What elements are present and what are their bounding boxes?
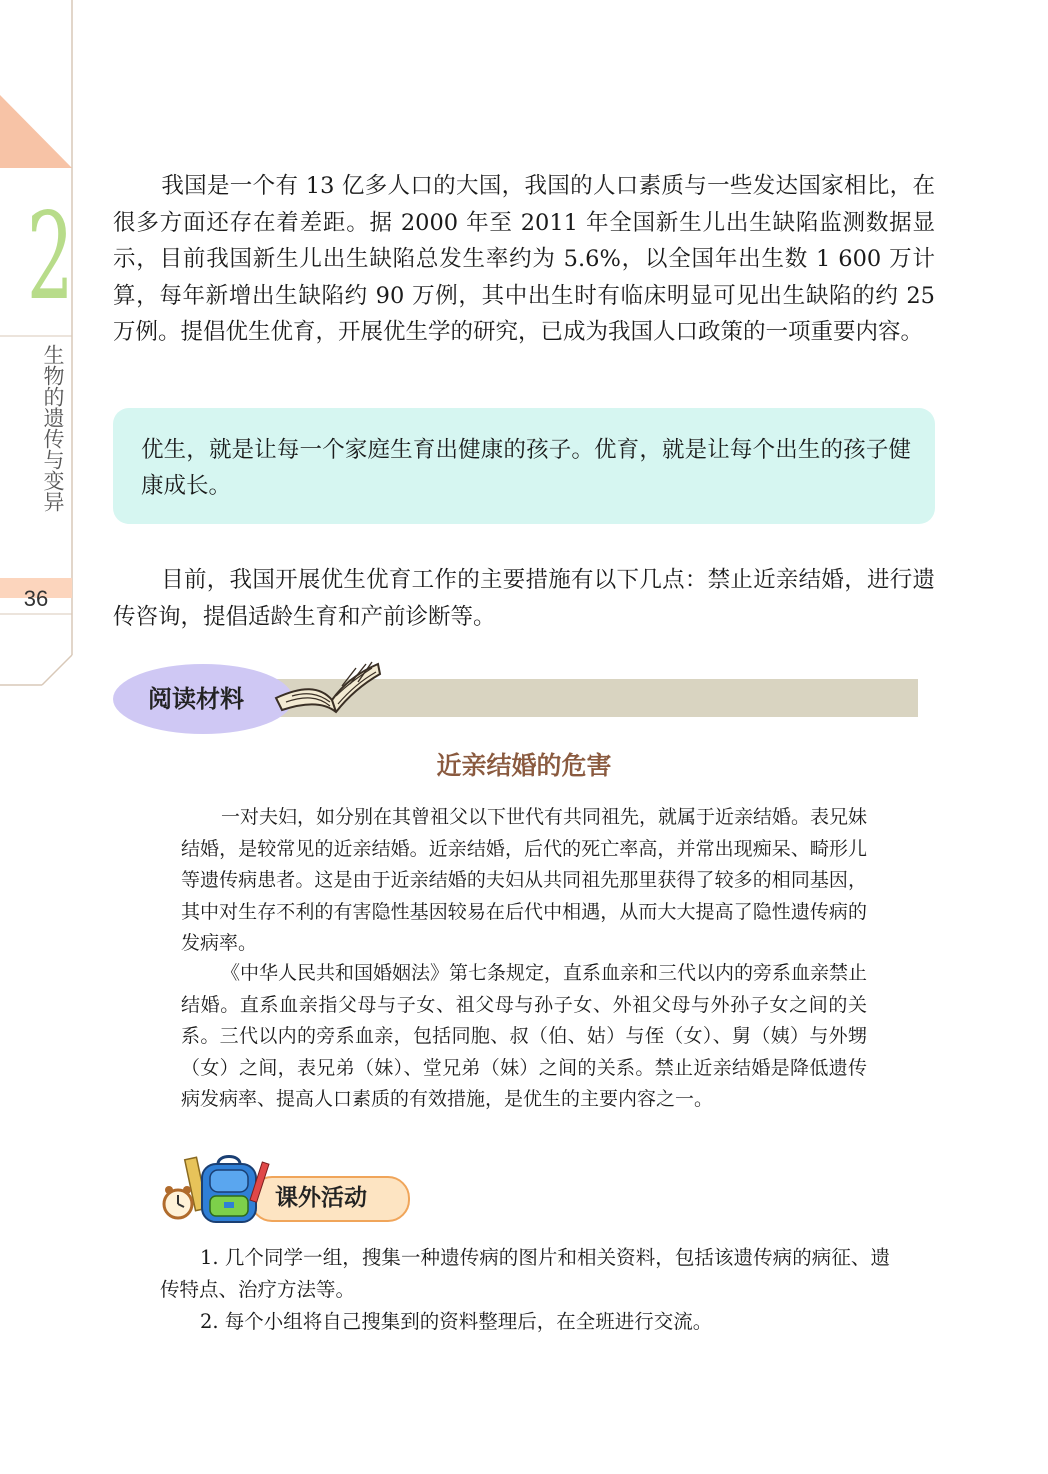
reading-paragraph-2 — [181, 958, 867, 1116]
activity-item-2 — [160, 1306, 890, 1338]
reading-paragraph-1-text: 一对夫妇，如分别在其曾祖父以下世代有共同祖先，就属于近亲结婚。表兄妹结婚，是较常见的近亲结婚。近亲结婚，后代的死亡率高，并常出现痴呆、畸形儿等遗传病患者。这是由于近亲结婚的夫妇从共同祖先那里获得了较多的相同基因，其中对生存不利的有害隐性基因较易在后代中相遇，从而大大提高了隐性遗传病的发病率。 — [181, 806, 868, 954]
chapter-side-tab — [0, 0, 76, 690]
chapter-title: 生物的遗传与变异 — [41, 344, 65, 512]
activity-icon-group — [160, 1152, 270, 1226]
chapter-number: 2 — [26, 188, 74, 327]
definition-text: 优生，就是让每一个家庭生育出健康的孩子。优育，就是让每个出生的孩子健康成长。 — [141, 437, 911, 499]
reading-paragraph-2-text: 《中华人民共和国婚姻法》第七条规定，直系血亲和三代以内的旁系血亲禁止结婚。直系血亲指父母与子女、祖父母与孙子女、外祖父母与外孙子女之间的关系。三代以内的旁系血亲，包括同胞、叔（伯、姑）与侄（女）、舅（姨）与外甥（女）之间，表兄弟（妹）、堂兄弟（妹）之间的关系。禁止近亲结婚是降低遗传病发病率、提高人口素质的有效措施，是优生的主要内容之一。 — [181, 962, 868, 1110]
page-number: 36 — [23, 586, 49, 611]
alarm-clock-icon — [164, 1186, 192, 1218]
definition-box — [113, 408, 935, 524]
activity-label: 课外活动 — [275, 1185, 367, 1211]
article-title: 近亲结婚的危害 — [436, 751, 612, 780]
backpack-icon — [202, 1157, 256, 1223]
definition-paragraph — [141, 432, 911, 504]
reading-label: 阅读材料 — [148, 685, 244, 713]
measures-paragraph — [113, 562, 935, 635]
activity-item-2-text: 2. 每个小组将自己搜集到的资料整理后，在全班进行交流。 — [200, 1310, 713, 1333]
intro-paragraph — [113, 168, 935, 351]
activity-item-1 — [160, 1242, 890, 1305]
reading-paragraph-1 — [181, 802, 867, 960]
chapter-triangle — [0, 95, 72, 168]
activity-item-1-text: 1. 几个同学一组，搜集一种遗传病的图片和相关资料，包括该遗传病的病征、遗传特点、治疗方法等。 — [160, 1246, 890, 1301]
open-book-icon — [272, 656, 384, 726]
intro-paragraph-text: 我国是一个有 13 亿多人口的大国，我国的人口素质与一些发达国家相比，在很多方面还存在着差距。据 2000 年至 2011 年全国新生儿出生缺陷监测数据显示，目前我国新生儿出生缺陷总发生率约为 5.6%，以全国年出生数 1 600 万计算，每年新增出生缺陷约 90 万例，其中出生时有临床明显可见出生缺陷的约 25 万例。提倡优生优育，开展优生学的研究，已成为我国人口政策的一项重要内容。 — [113, 173, 935, 345]
measures-paragraph-text: 目前，我国开展优生优育工作的主要措施有以下几点：禁止近亲结婚，进行遗传咨询，提倡适龄生育和产前诊断等。 — [113, 567, 935, 630]
